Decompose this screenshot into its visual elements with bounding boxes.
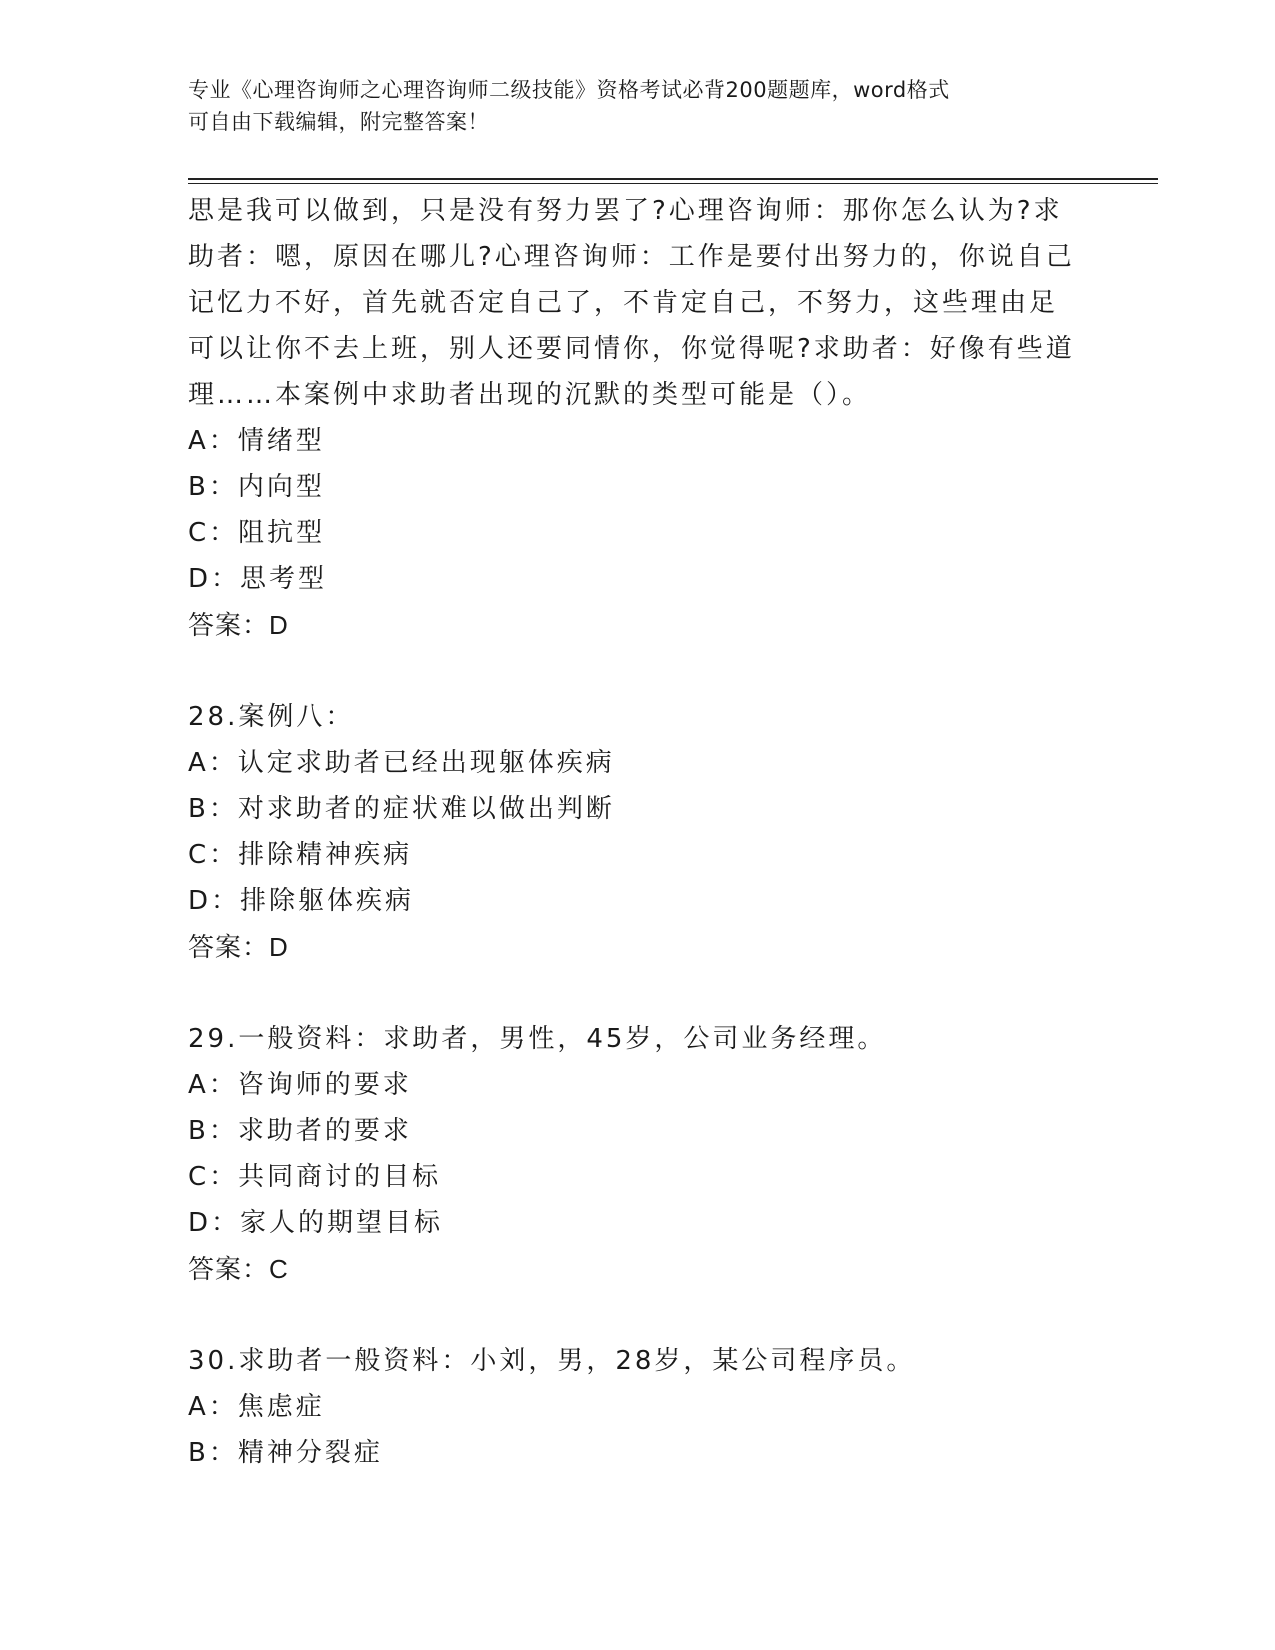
option-c: C：排除精神疾病 [188, 840, 413, 870]
option-a: A：情绪型 [188, 426, 325, 456]
question-content [188, 188, 1088, 1476]
answer-line: 答案：D [188, 610, 289, 640]
question-29 [188, 1016, 1088, 1292]
option-d: D：家人的期望目标 [188, 1208, 444, 1238]
spacer [188, 970, 1088, 1016]
question-stem: 30.求助者一般资料：小刘，男，28岁，某公司程序员。 [188, 1346, 916, 1376]
option-b: B：精神分裂症 [188, 1438, 383, 1468]
answer-line: 答案：D [188, 932, 289, 962]
option-a: A：咨询师的要求 [188, 1070, 412, 1100]
header-rule-thin [188, 183, 1158, 184]
question-28 [188, 694, 1088, 970]
option-b: B：内向型 [188, 472, 325, 502]
page-header [188, 74, 1088, 138]
option-b: B：对求助者的症状难以做出判断 [188, 794, 615, 824]
option-a: A：焦虑症 [188, 1392, 325, 1422]
header-rule-thick [188, 178, 1158, 180]
answer-line: 答案：C [188, 1254, 289, 1284]
option-c: C：阻抗型 [188, 518, 326, 548]
spacer [188, 1292, 1088, 1338]
option-d: D：思考型 [188, 564, 328, 594]
stem-line: 思是我可以做到，只是没有努力罢了?心理咨询师：那你怎么认为?求 [188, 196, 1063, 226]
header-line-2: 可自由下载编辑，附完整答案！ [188, 110, 489, 134]
option-b: B：求助者的要求 [188, 1116, 412, 1146]
stem-line: 记忆力不好，首先就否定自己了，不肯定自己，不努力，这些理由足 [188, 288, 1059, 318]
spacer [188, 648, 1088, 694]
header-line-1: 专业《心理咨询师之心理咨询师二级技能》资格考试必背200题题库，word格式 [188, 78, 950, 102]
stem-line: 理……本案例中求助者出现的沉默的类型可能是（）。 [188, 380, 872, 410]
option-c: C：共同商讨的目标 [188, 1162, 442, 1192]
stem-line: 助者：嗯，原因在哪儿?心理咨询师：工作是要付出努力的，你说自己 [188, 242, 1075, 272]
question-stem: 29.一般资料：求助者，男性，45岁，公司业务经理。 [188, 1024, 887, 1054]
question-30 [188, 1338, 1088, 1476]
option-a: A：认定求助者已经出现躯体疾病 [188, 748, 615, 778]
stem-line: 可以让你不去上班，别人还要同情你，你觉得呢?求助者：好像有些道 [188, 334, 1075, 364]
question-stem: 28.案例八： [188, 702, 355, 732]
question-27-continuation [188, 188, 1088, 648]
option-d: D：排除躯体疾病 [188, 886, 415, 916]
